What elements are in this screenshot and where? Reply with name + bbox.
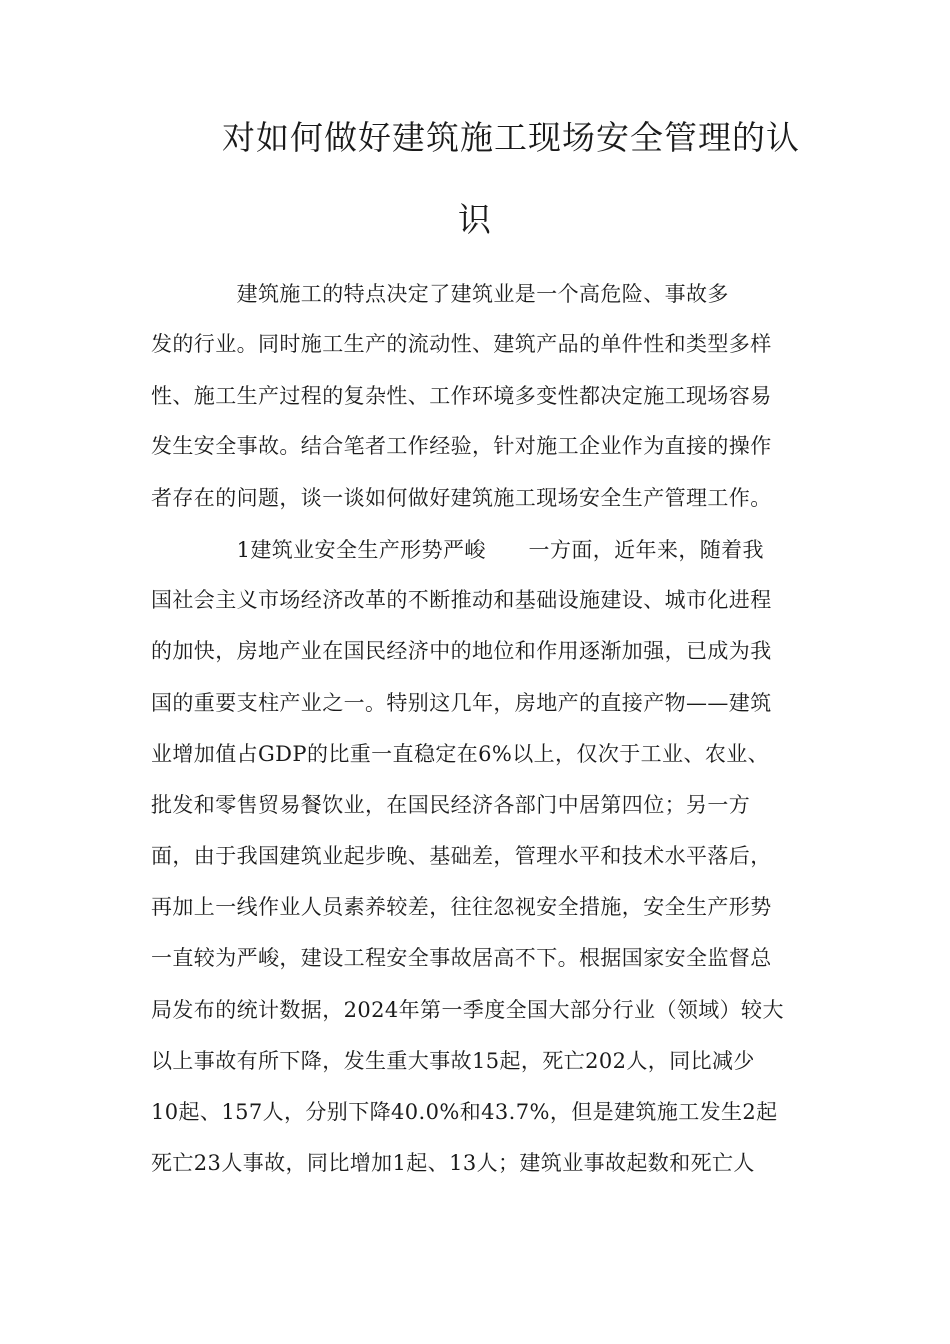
section-1-line-5: 业增加值占GDP的比重一直稳定在6%以上，仅次于工业、农业、 [151, 742, 770, 766]
paragraph-1-line-1: 建筑施工的特点决定了建筑业是一个高危险、事故多 [151, 282, 729, 306]
document-title-line-2: 识 [458, 200, 491, 239]
section-1-line-2: 国社会主义市场经济改革的不断推动和基础设施建设、城市化进程 [151, 588, 772, 612]
section-1-line-4: 国的重要支柱产业之一。特别这几年，房地产的直接产物——建筑 [151, 691, 772, 715]
paragraph-1-line-4: 发生安全事故。结合笔者工作经验，针对施工企业作为直接的操作 [151, 434, 772, 458]
section-1-line-6: 批发和零售贸易餐饮业，在国民经济各部门中居第四位；另一方 [151, 793, 751, 817]
section-1-line-8: 再加上一线作业人员素养较差，往往忽视安全措施，安全生产形势 [151, 895, 772, 919]
section-1-line-12: 10起、157人，分别下降40.0%和43.7%，但是建筑施工发生2起 [151, 1100, 778, 1124]
paragraph-1-line-3: 性、施工生产过程的复杂性、工作环境多变性都决定施工现场容易 [151, 384, 772, 408]
section-1-line-3: 的加快，房地产业在国民经济中的地位和作用逐渐加强，已成为我 [151, 639, 772, 663]
paragraph-1-line-2: 发的行业。同时施工生产的流动性、建筑产品的单件性和类型多样 [151, 332, 772, 356]
section-1-line-1: 1建筑业安全生产形势严峻 一方面，近年来，随着我 [151, 538, 764, 562]
section-1-line-13: 死亡23人事故，同比增加1起、13人；建筑业事故起数和死亡人 [151, 1151, 755, 1175]
paragraph-1-line-5: 者存在的问题，谈一谈如何做好建筑施工现场安全生产管理工作。 [151, 486, 772, 510]
section-1-line-7: 面，由于我国建筑业起步晚、基础差，管理水平和技术水平落后， [151, 844, 772, 868]
section-1-line-10: 局发布的统计数据，2024年第一季度全国大部分行业（领域）较大 [151, 998, 784, 1022]
section-1-line-11: 以上事故有所下降，发生重大事故15起，死亡202人，同比减少 [151, 1049, 755, 1073]
document-title-line-1: 对如何做好建筑施工现场安全管理的认 [222, 118, 800, 157]
section-1-line-9: 一直较为严峻，建设工程安全事故居高不下。根据国家安全监督总 [151, 946, 772, 970]
